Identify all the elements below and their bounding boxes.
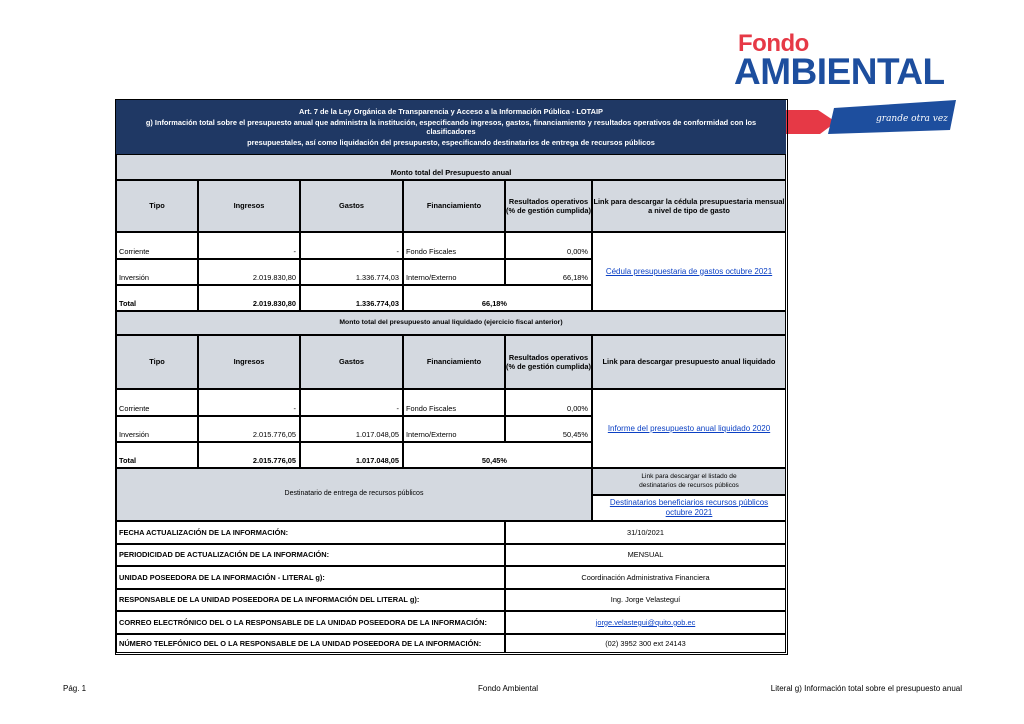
section3-link-line-2: octubre 2021 (665, 508, 713, 517)
info-label-responsable: RESPONSABLE DE LA UNIDAD POSEEDORA DE LA INFORMACIÓN DEL LITERAL g): (116, 589, 505, 611)
s2-row2-ingresos: 2.015.776,05 (198, 416, 300, 442)
s2-row1-ingresos: - (198, 389, 300, 416)
s2-col-tipo: Tipo (116, 335, 198, 389)
section3-link-line-1: Destinatarios beneficiarios recursos públicos (609, 498, 769, 507)
footer-page-number: Pág. 1 (63, 684, 87, 693)
info-label-telefono: NÚMERO TELEFÓNICO DEL O LA RESPONSABLE DE LA UNIDAD POSEEDORA DE LA INFORMACIÓN: (116, 634, 505, 653)
info-value-unidad: Coordinación Administrativa Financiera (505, 566, 786, 589)
header-line-2: g) Información total sobre el presupuesto anual que administra la institución, especificando ingresos, gastos, financiamiento y resultados operativos de conformidad con los clasificadores (145, 117, 757, 136)
s1-row1-ingresos: - (198, 232, 300, 259)
s2-total-gastos: 1.017.048,05 (300, 442, 403, 468)
header-line-3: presupuestales, así como liquidación del presupuesto, especificando destinatarios de entrega de recursos públicos (247, 138, 655, 148)
logo-slogan: grande otra vez (876, 114, 948, 124)
footer-center-text: Fondo Ambiental (478, 684, 539, 693)
section3-link-header-1: Link para descargar el listado de (641, 473, 737, 481)
header-line-1: Art. 7 de la Ley Orgánica de Transparencia y Acceso a la Información Pública - LOTAIP (299, 106, 603, 116)
info-label-periodicidad: PERIODICIDAD DE ACTUALIZACIÓN DE LA INFORMACIÓN: (116, 544, 505, 566)
s1-col-financiamiento: Financiamiento (403, 180, 505, 232)
s2-row1-financiamiento: Fondo Fiscales (403, 389, 505, 416)
info-label-fecha: FECHA ACTUALIZACIÓN DE LA INFORMACIÓN: (116, 521, 505, 544)
info-value-correo[interactable]: jorge.velastegui@quito.gob.ec (505, 611, 786, 634)
s1-col-ingresos: Ingresos (198, 180, 300, 232)
s1-row1-tipo: Corriente (116, 232, 198, 259)
s1-total-ingresos: 2.019.830,80 (198, 285, 300, 311)
s1-row1-gastos: - (300, 232, 403, 259)
s1-total-label: Total (116, 285, 198, 311)
s1-total-gastos: 1.336.774,03 (300, 285, 403, 311)
s2-row2-resultados: 50,45% (505, 416, 592, 442)
s2-row2-tipo: Inversión (116, 416, 198, 442)
s2-total-label: Total (116, 442, 198, 468)
table-header (116, 100, 786, 154)
s2-col-ingresos: Ingresos (198, 335, 300, 389)
section3-link-header (592, 468, 786, 495)
info-label-unidad: UNIDAD POSEEDORA DE LA INFORMACIÓN - LITERAL g): (116, 566, 505, 589)
fondo-ambiental-logo (734, 30, 960, 124)
s1-col-gastos: Gastos (300, 180, 403, 232)
logo-text-ambiental: AMBIENTAL (734, 51, 945, 92)
s1-col-tipo: Tipo (116, 180, 198, 232)
info-value-responsable: Ing. Jorge Velasteguí (505, 589, 786, 611)
s2-row1-gastos: - (300, 389, 403, 416)
s1-row2-tipo: Inversión (116, 259, 198, 285)
s2-col-resultados: Resultados operativos (% de gestión cumplida) (505, 335, 592, 389)
section2-title: Monto total del presupuesto anual liquidado (ejercicio fiscal anterior) (116, 311, 786, 335)
info-label-correo: CORREO ELECTRÓNICO DEL O LA RESPONSABLE DE LA UNIDAD POSEEDORA DE LA INFORMACIÓN: (116, 611, 505, 634)
s1-total-resultado: 66,18% (403, 285, 592, 311)
s1-row2-financiamiento: Interno/Externo (403, 259, 505, 285)
footer-right-text: Literal g) Información total sobre el presupuesto anual (770, 684, 962, 693)
s2-row2-financiamiento: Interno/Externo (403, 416, 505, 442)
s1-row1-resultados: 0,00% (505, 232, 592, 259)
s2-col-financiamiento: Financiamiento (403, 335, 505, 389)
s1-row1-financiamiento: Fondo Fiscales (403, 232, 505, 259)
s1-row2-ingresos: 2.019.830,80 (198, 259, 300, 285)
s1-row2-resultados: 66,18% (505, 259, 592, 285)
s2-row1-tipo: Corriente (116, 389, 198, 416)
section1-title: Monto total del Presupuesto anual (116, 154, 786, 180)
s1-col-resultados: Resultados operativos (% de gestión cumplida) (505, 180, 592, 232)
info-value-fecha: 31/10/2021 (505, 521, 786, 544)
s1-link-cedula[interactable]: Cédula presupuestaria de gastos octubre 2021 (592, 232, 786, 311)
s2-row2-gastos: 1.017.048,05 (300, 416, 403, 442)
s2-total-resultado: 50,45% (403, 442, 592, 468)
s2-row1-resultados: 0,00% (505, 389, 592, 416)
section3-label: Destinatario de entrega de recursos públicos (116, 468, 592, 521)
s2-col-gastos: Gastos (300, 335, 403, 389)
s2-link-informe[interactable]: Informe del presupuesto anual liquidado 2020 (592, 389, 786, 468)
s2-total-ingresos: 2.015.776,05 (198, 442, 300, 468)
s1-col-link: Link para descargar la cédula presupuestaria mensual a nivel de tipo de gasto (592, 180, 786, 232)
section3-link-destinatarios[interactable] (592, 495, 786, 521)
lotaip-table (115, 99, 788, 655)
info-value-periodicidad: MENSUAL (505, 544, 786, 566)
s1-row2-gastos: 1.336.774,03 (300, 259, 403, 285)
section3-link-header-2: destinatarios de recursos públicos (639, 481, 739, 489)
s2-col-link: Link para descargar presupuesto anual liquidado (592, 335, 786, 389)
info-value-telefono: (02) 3952 300 ext 24143 (505, 634, 786, 653)
logo-text-fondo: Fondo (738, 30, 809, 57)
